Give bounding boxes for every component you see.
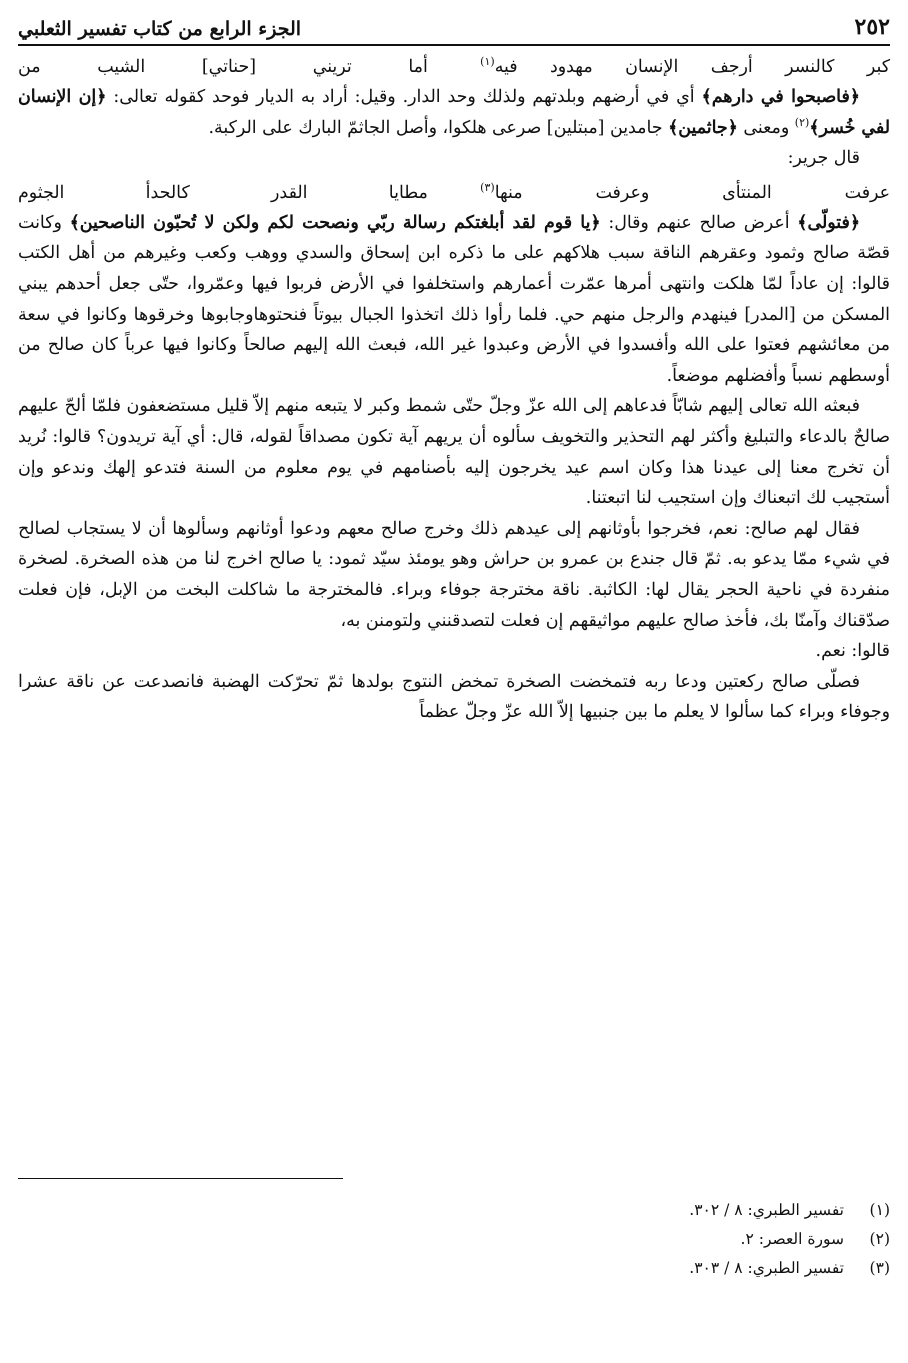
page-number: ٢٥٢ bbox=[854, 14, 890, 40]
verse-2-second-hemistich: مطايا القدر كالحدأ الجثوم bbox=[18, 182, 428, 203]
footnote-separator bbox=[18, 1178, 343, 1179]
quran-quote: ﴿فاصبحوا في دارهم﴾ bbox=[701, 87, 860, 107]
footnote-2 bbox=[18, 1225, 890, 1254]
book-title: الجزء الرابع من كتاب تفسير الثعلبي bbox=[18, 18, 302, 40]
paragraph-5: فصلّى صالح ركعتين ودعا ربه فتمخضت الصخرة تمخض النتوج بولدها ثمّ تحرّكت الهضبة فانصدعت عن ناقة عشرا وجوفاء وبراء كما سألوا لا يعلم ما بين جنبيها إلاّ الله عزّ وجلّ عظماً bbox=[18, 671, 890, 723]
page-body bbox=[18, 52, 890, 728]
page-header bbox=[18, 10, 890, 46]
verse-1-second-hemistich: أما تريني [حناتي] الشيب من bbox=[18, 57, 428, 77]
paragraph-text: أعرض صالح عنهم وقال: bbox=[600, 212, 798, 233]
footnote-number: (٢) bbox=[869, 1230, 890, 1248]
paragraph-text: أي في أرضهم وبلدتهم ولذلك وحد الدار. وقيل: أراد به الديار فوحد كقوله تعالى: bbox=[106, 87, 702, 107]
footnote-text: تفسير الطبري: ٨ / ٣٠٢. bbox=[689, 1201, 844, 1219]
footnotes bbox=[18, 1196, 890, 1283]
poetry-verse-1 bbox=[18, 52, 890, 82]
footnote-1 bbox=[18, 1196, 890, 1225]
paragraph-4-end: قالوا: نعم. bbox=[815, 641, 890, 662]
paragraph-4: فقال لهم صالح: نعم، فخرجوا بأوثانهم إلى عيدهم ذلك وخرج صالح معهم ودعوا أوثانهم وسألوها أن لا يستجاب لصالح في شيء ممّا يدعو به. ثمّ قال جندع بن عمرو بن حراش وهو يومئذ سيّد ثمود: يا صالح اخرج لنا من هذه الصخرة. لصخرة منفردة في ناحية الحجر يقال لها: الكاثبة. ناقة مخترجة جوفاء وبراء. فالمخترجة ما شاكلت البخت من الإبل، فإن فعلت صدّقناك وآمنّا بك، فأخذ صالح عليهم مواثيقهم إن فعلت لتصدقنني ولتومنن به، bbox=[18, 518, 890, 631]
poetry-verse-2 bbox=[18, 178, 890, 208]
paragraph-text: جامدين [مبتلين] صرعى هلكوا، وأصل الجاثمّ البارك على الركبة. bbox=[208, 117, 669, 138]
paragraph-2 bbox=[18, 208, 890, 392]
footnote-text: تفسير الطبري: ٨ / ٣٠٣. bbox=[689, 1259, 844, 1277]
footnote-3 bbox=[18, 1254, 890, 1283]
quran-quote: ﴿جاثمين﴾ bbox=[668, 117, 738, 138]
quran-quote: ﴿فتولّى﴾ bbox=[797, 212, 861, 233]
quran-quote: ﴿يا قوم لقد أبلغتكم رسالة ربّي ونصحت لكم ولكن لا تُحبّون الناصحين﴾ bbox=[69, 212, 601, 233]
paragraph-text: وكانت قصّة صالح وثمود وعقرهم الناقة سبب هلاكهم على ما ذكره ابن إسحاق والسدي ووهب وكعب وغيرهم من أهل الكتب قالوا: إن عاداً لمّا هلكت وانتهى أمرها عمّرت أعمارهم واستخلفوا في الأرض فربوا فيها وعمّروا، حتّى جعل أحدهم يبني المسكن من [المدر] فينهدم والرجل منهم حي. فلما رأوا ذلك اتخذوا الجبال بيوتاً فنحتوهاوجابوها وخرقوها وكانوا في سعة من معائشهم فعتوا على الله وأفسدوا في الأرض وعبدوا غير الله، فبعث الله إليهم صالحاً وكانوا فيها عرباً كان صالح من أوسطهم نسباً وأفضلهم موضعاً. bbox=[18, 212, 890, 386]
quran-quote: ﴿إن الإنسان لفي خُسر﴾ bbox=[18, 87, 890, 138]
paragraph-1 bbox=[18, 82, 890, 143]
footnote-number: (١) bbox=[869, 1201, 890, 1219]
page bbox=[18, 10, 890, 1350]
footnote-mark-3[interactable]: (٣) bbox=[480, 180, 495, 194]
verse-2-first-hemistich: عرفت المنتأى وعرفت منها$^{(٣)}$ bbox=[480, 180, 890, 203]
jarir-intro: قال جرير: bbox=[787, 148, 860, 169]
paragraph-text: ومعنى bbox=[737, 117, 795, 138]
footnote-text: سورة العصر: ٢. bbox=[740, 1230, 844, 1248]
footnote-mark-2[interactable]: (٢) bbox=[794, 115, 810, 129]
footnote-mark-1[interactable]: (١) bbox=[480, 55, 495, 69]
verse-1-first-hemistich: كبر كالنسر أرجف الإنسان مهدود فيه$^{(١)}$ bbox=[480, 55, 890, 77]
paragraph-3: فبعثه الله تعالى إليهم شابّاً فدعاهم إلى الله عزّ وجلّ حتّى شمط وكبر لا يتبعه منهم إلاّ قليل مستضعفون فلمّا ألحّ عليهم صالحٌ بالدعاء والتبليغ وأكثر لهم التحذير والتخويف سألوه أن يريهم آية تكون مصداقاً لقوله، قال: أي آية تريدون؟ قالوا: نُريد أن تخرج معنا إلى عيدنا هذا وكان اسم عيد يخرجون إليه بأصنامهم في يوم معلوم من السنة فتدعو إلهك وندعو وإن أستجيب لك اتبعناك وإن استجيب لنا اتبعتنا. bbox=[18, 396, 890, 509]
footnote-number: (٣) bbox=[869, 1259, 890, 1277]
